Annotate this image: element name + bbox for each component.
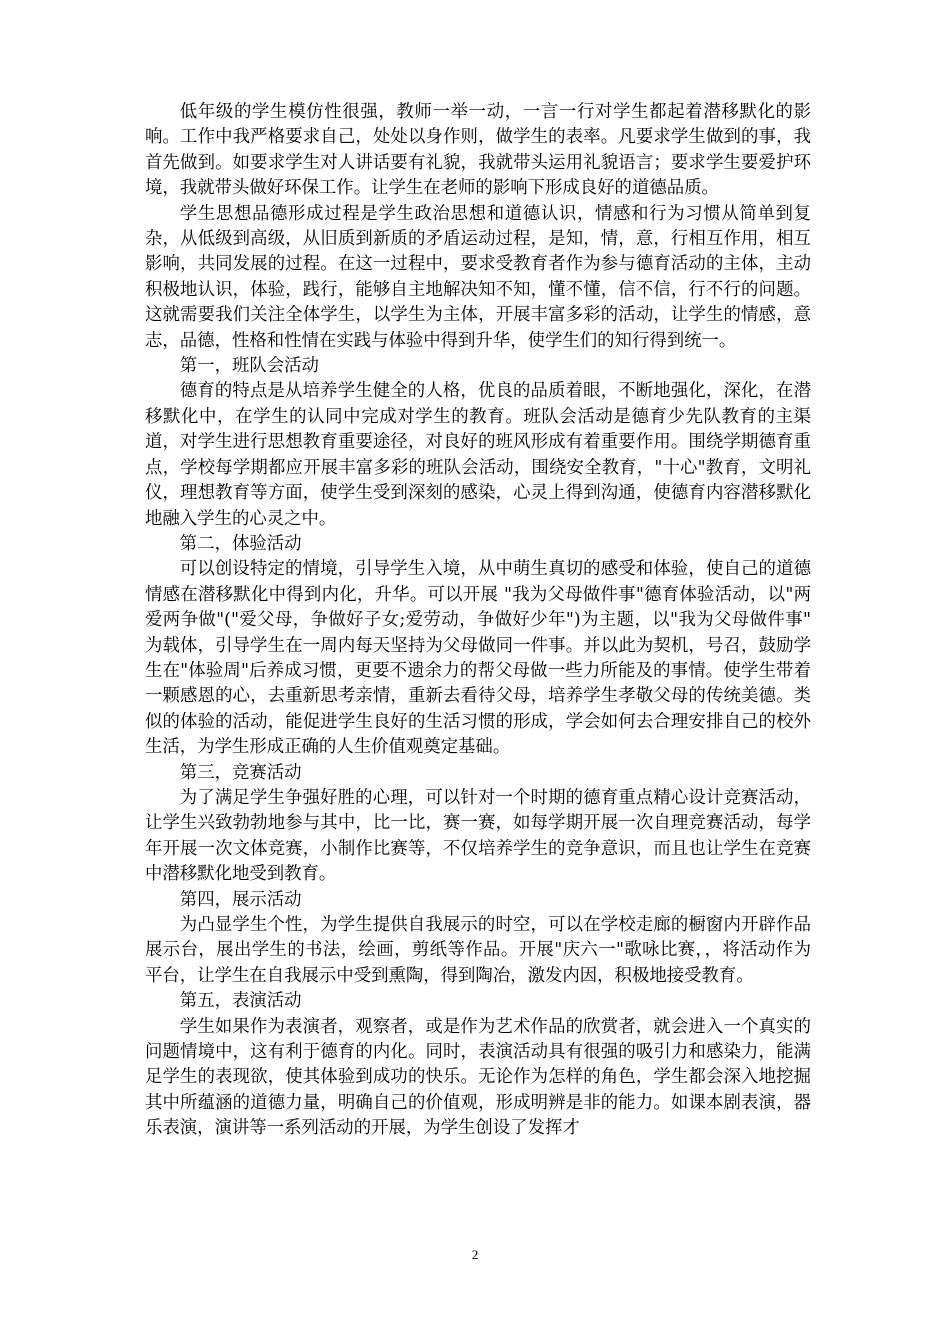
paragraph-experience: 可以创设特定的情境，引导学生入境，从中萌生真切的感受和体验，使自己的道德情感在潜移默化中得到内化，升华。可以开展 "我为父母做件事"德育体验活动，以"两爱两争做"("爱父母，争做好子女;爱劳动，争做好少年")为主题，以"我为父母做件事" 为载体，引导学生在一周内每天坚持为父母做同一件事。并以此为契机，号召，鼓励学生在"体验周"后养成习惯，更要不遗余力的帮父母做一些力所能及的事情。使学生带着一颗感恩的心，去重新思考亲情，重新去看待父母，培养学生孝敬父母的传统美德。类似的体验的活动，能促进学生良好的生活习惯的形成，学会如何去合理安排自己的校外生活，为学生形成正确的人生价值观奠定基础。	[145, 559, 811, 758]
paragraph-class-meeting: 德育的特点是从培养学生健全的人格，优良的品质着眼，不断地强化，深化，在潜移默化中，在学生的认同中完成对学生的教育。班队会活动是德育少先队教育的主渠道，对学生进行思想教育重要途径，对良好的班风形成有着重要作用。围绕学期德育重点，学校每学期都应开展丰富多彩的班队会活动，围绕安全教育，"十心"教育，文明礼仪，理想教育等方面，使学生受到深刻的感染，心灵上得到沟通，使德育内容潜移默化地融入学生的心灵之中。	[145, 381, 811, 529]
page-number: 2	[471, 1247, 479, 1262]
heading-class-meeting: 第一，班队会活动	[179, 356, 319, 377]
heading-performance: 第五，表演活动	[179, 991, 302, 1012]
paragraph-moral-formation: 学生思想品德形成过程是学生政治思想和道德认识，情感和行为习惯从简单到复杂，从低级到高级，从旧质到新质的矛盾运动过程，是知，情，意，行相互作用，相互影响，共同发展的过程。在这一过程中，要求受教育者作为参与德育活动的主体，主动积极地认识，体验，践行，能够自主地解决知不知，懂不懂，信不信，行不行的问题。这就需要我们关注全体学生，以学生为主体，开展丰富多彩的活动，让学生的情感，意志，品德，性格和性情在实践与体验中得到升华，使学生们的知行得到统一。	[145, 203, 811, 351]
heading-showcase: 第四，展示活动	[179, 889, 302, 910]
paragraph-role-model: 低年级的学生模仿性很强，教师一举一动，一言一行对学生都起着潜移默化的影响。工作中我严格要求自己，处处以身作则，做学生的表率。凡要求学生做到的事，我首先做到。如要求学生对人讲话要有礼貌，我就带头运用礼貌语言；要求学生要爱护环境，我就带头做好环保工作。让学生在老师的影响下形成良好的道德品质。	[145, 102, 811, 199]
document-body	[145, 100, 811, 1142]
heading-experience: 第二，体验活动	[179, 533, 302, 554]
paragraph-performance: 学生如果作为表演者，观察者，或是作为艺术作品的欣赏者，就会进入一个真实的问题情境中，这有利于德育的内化。同时，表演活动具有很强的吸引力和感染力，能满足学生的表现欲，使其体验到成功的快乐。无论作为怎样的角色，学生都会深入地挖掘其中所蕴涵的道德力量，明确自己的价值观，形成明辨是非的能力。如课本剧表演，器乐表演，演讲等一系列活动的开展，为学生创设了发挥才	[145, 1016, 811, 1139]
heading-competition: 第三，竞赛活动	[179, 762, 302, 783]
paragraph-showcase: 为凸显学生个性，为学生提供自我展示的时空，可以在学校走廊的橱窗内开辟作品展示台，展出学生的书法，绘画，剪纸等作品。开展"庆六一"歌咏比赛，，将活动作为平台，让学生在自我展示中受到熏陶，得到陶冶，激发内因，积极地接受教育。	[145, 915, 811, 986]
paragraph-competition: 为了满足学生争强好胜的心理，可以针对一个时期的德育重点精心设计竞赛活动，让学生兴致勃勃地参与其中，比一比，赛一赛，如每学期开展一次自理竞赛活动，每学年开展一次文体竞赛，小制作比赛等，不仅培养学生的竞争意识，而且也让学生在竞赛中潜移默化地受到教育。	[145, 787, 811, 885]
